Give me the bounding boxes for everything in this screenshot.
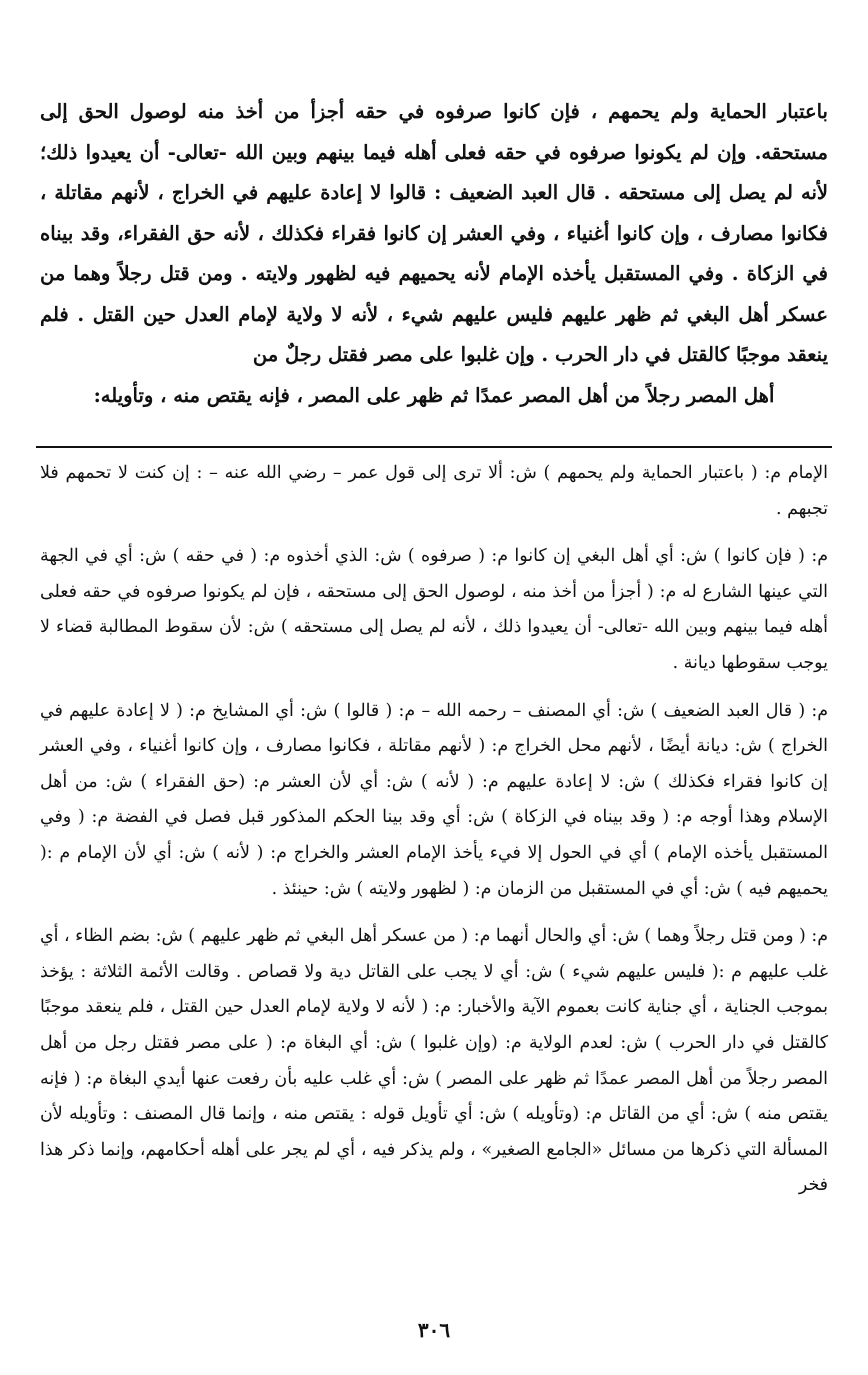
commentary-paragraph: الإمام م: ( باعتبار الحماية ولم يحمهم ) ش: ألا ترى إلى قول عمر – رضي الله عنه – : إن كنت لا تحمهم فلا تجبهم . (40, 463, 828, 519)
page-number: ٣٠٦ (417, 1318, 451, 1342)
commentary-block (40, 456, 828, 1216)
main-text-last-line: أهل المصر رجلاً من أهل المصر عمدًا ثم ظهر على المصر ، فإنه يقتص منه ، وتأويله: (93, 383, 775, 407)
commentary-paragraph: م: ( فإن كانوا ) ش: أي أهل البغي إن كانوا م: ( صرفوه ) ش: الذي أخذوه م: ( في حقه ) ش: أي في الجهة التي عينها الشارع له م: ( أجزأ من أخذ منه ، لوصول الحق إلى مستحقه ، فإن لم يكونوا صرفوه في حقه فعلى أهله فيما بينهم وبين الله -تعالى- أن يعيدوا ذلك ، لأنه لم يصل إلى مستحقه ) ش: لأن سقوط المطالبة قضاء لا يوجب سقوطها ديانة . (40, 546, 828, 673)
main-text-paragraph: باعتبار الحماية ولم يحمهم ، فإن كانوا صرفوه في حقه أجزأ من أخذ منه لوصول الحق إلى مستحقه. وإن لم يكونوا صرفوه في حقه فعلى أهله فيما بينهم وبين الله -تعالى- أن يعيدوا ذلك؛ لأنه لم يصل إلى مستحقه . قال العبد الضعيف : قالوا لا إعادة عليهم في الخراج ، لأنهم مقاتلة ، فكانوا مصارف ، وإن كانوا أغنياء ، وفي العشر إن كانوا فقراء فكذلك ، لأنه حق الفقراء، وقد بيناه في الزكاة . وفي المستقبل يأخذه الإمام لأنه يحميهم فيه لظهور ولايته . ومن قتل رجلاً وهما من عسكر أهل البغي ثم ظهر عليهم فليس عليهم شيء ، لأنه لا ولاية لإمام العدل حين القتل . فلم ينعقد موجبًا كالقتل في دار الحرب . وإن غلبوا على مصر فقتل رجلٌ من (40, 100, 828, 366)
commentary-paragraph: م: ( قال العبد الضعيف ) ش: أي المصنف – رحمه الله – م: ( قالوا ) ش: أي المشايخ م: ( لا إعادة عليهم في الخراج ) ش: ديانة أيضًا ، لأنهم محل الخراج م: ( لأنهم مقاتلة ، فكانوا مصارف ، وإن كانوا أغنياء ، وفي العشر إن كانوا فقراء فكذلك ) ش: لا إعادة عليهم م: ( لأنه ) ش: أي لأن العشر م: (حق الفقراء ) ش: من أهل الإسلام وهذا أوجه م: ( وقد بيناه في الزكاة ) ش: أي وقد بينا الحكم المذكور قبل فصل في الفضة م: ( وفي المستقبل يأخذه الإمام ) أي في الحول إلا فيء يأخذ الإمام العشر والخراج م: ( لأنه ) ش: أي لأن الإمام م :( يحميهم فيه ) ش: أي في المستقبل من الزمان م: ( لظهور ولايته ) ش: حينئذ . (40, 700, 828, 899)
commentary-paragraph: م: ( ومن قتل رجلاً وهما ) ش: أي والحال أنهما م: ( من عسكر أهل البغي ثم ظهر عليهم ) ش: بضم الظاء ، أي غلب عليهم م :( فليس عليهم شيء ) ش: أي لا يجب على القاتل دية ولا قصاص . وقالت الأئمة الثلاثة : يؤخذ بموجب الجناية ، أي جناية كانت بعموم الآية والأخبار: م: ( لأنه لا ولاية لإمام العدل حين القتل ، فلم ينعقد موجبًا كالقتل في دار الحرب ) ش: لعدم الولاية م: (وإن غلبوا ) ش: أي البغاة م: ( على مصر فقتل رجل من أهل المصر رجلاً من أهل المصر عمدًا ثم ظهر على المصر ) ش: أي غلب عليه بأن رفعت عنها أيدي البغاة م: ( فإنه يقتص منه ) ش: أي من القاتل م: (وتأويله ) ش: أي تأويل قوله : يقتص منه ، وإنما قال المصنف : وتأويله لأن المسألة التي ذكرها من مسائل «الجامع الصغير» ، ولم يذكر فيه ، أي لم يجر على أهله أحكامهم، وإنما ذكر هذا فخر (40, 926, 828, 1196)
footnote-separator (36, 446, 832, 448)
main-text-block (40, 92, 828, 416)
